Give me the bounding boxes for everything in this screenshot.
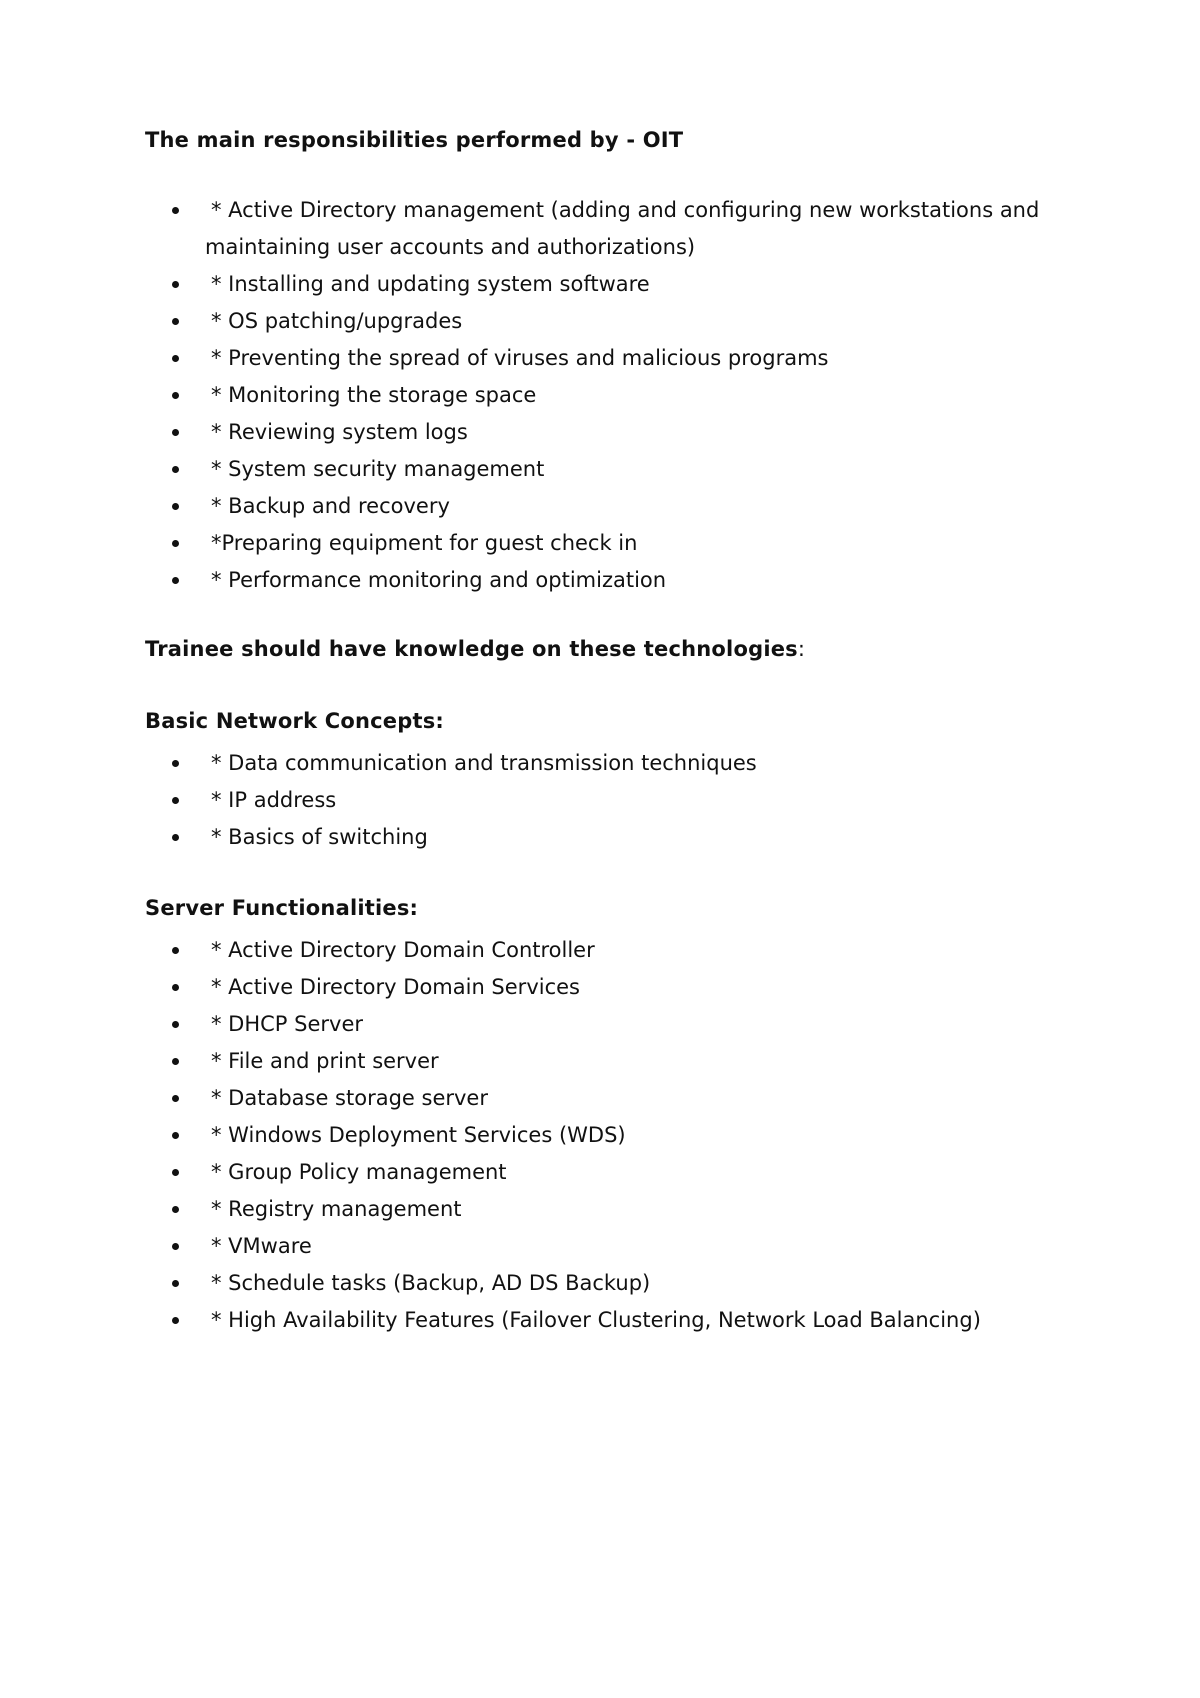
- list-item-text: * Schedule tasks (Backup, AD DS Backup): [211, 1271, 651, 1295]
- list-item-text: * File and print server: [211, 1049, 439, 1073]
- list-item-text: * Active Directory management (adding and configuring new workstations and: [211, 198, 1040, 222]
- list-item-text: * Active Directory Domain Controller: [211, 938, 595, 962]
- list-item-text: * High Availability Features (Failover Clustering, Network Load Balancing): [211, 1308, 981, 1332]
- bullet-icon: [172, 1280, 179, 1287]
- list-item: [145, 303, 1085, 340]
- list-item: [145, 451, 1085, 488]
- list-item: [145, 1302, 1085, 1339]
- trainee-knowledge-heading: [145, 635, 1085, 663]
- list-item-text: * Database storage server: [211, 1086, 488, 1110]
- bullet-icon: [172, 1132, 179, 1139]
- list-item-text: * Data communication and transmission techniques: [211, 751, 757, 775]
- heading-colon: :: [797, 637, 806, 661]
- bullet-icon: [172, 392, 179, 399]
- bullet-icon: [172, 1243, 179, 1250]
- list-item: [145, 1117, 1085, 1154]
- network-concepts-list: [145, 745, 1085, 856]
- list-item: [145, 745, 1085, 782]
- bullet-icon: [172, 834, 179, 841]
- list-item: [145, 562, 1085, 599]
- bullet-icon: [172, 947, 179, 954]
- list-item-text: * VMware: [211, 1234, 312, 1258]
- list-item: [145, 1265, 1085, 1302]
- bullet-icon: [172, 760, 179, 767]
- list-item: [145, 1228, 1085, 1265]
- bullet-icon: [172, 1095, 179, 1102]
- bullet-icon: [172, 984, 179, 991]
- list-item: [145, 1191, 1085, 1228]
- bullet-icon: [172, 1021, 179, 1028]
- list-item-text: * Windows Deployment Services (WDS): [211, 1123, 626, 1147]
- list-item-text: * OS patching/upgrades: [211, 309, 463, 333]
- list-item-text: * Monitoring the storage space: [211, 383, 537, 407]
- list-item-text: *Preparing equipment for guest check in: [211, 531, 638, 555]
- list-item: [145, 340, 1085, 377]
- bullet-icon: [172, 1317, 179, 1324]
- list-item: [145, 414, 1085, 451]
- list-item: [145, 1006, 1085, 1043]
- bullet-icon: [172, 281, 179, 288]
- list-item: [145, 1154, 1085, 1191]
- responsibilities-list: [145, 192, 1085, 599]
- responsibilities-heading: The main responsibilities performed by - OIT: [145, 128, 684, 152]
- list-item: [145, 969, 1085, 1006]
- bullet-icon: [172, 1206, 179, 1213]
- list-item: [145, 932, 1085, 969]
- list-item-text: * Group Policy management: [211, 1160, 507, 1184]
- bullet-icon: [172, 797, 179, 804]
- bullet-icon: [172, 318, 179, 325]
- bullet-icon: [172, 207, 179, 214]
- server-functionalities-list: [145, 932, 1085, 1339]
- basic-network-concepts-heading: Basic Network Concepts:: [145, 709, 444, 733]
- list-item-text-continued: maintaining user accounts and authorizations): [205, 235, 696, 259]
- server-functionalities-heading: Server Functionalities:: [145, 896, 419, 920]
- bullet-icon: [172, 355, 179, 362]
- list-item-text: * Backup and recovery: [211, 494, 450, 518]
- list-item-text: * System security management: [211, 457, 545, 481]
- bullet-icon: [172, 1058, 179, 1065]
- list-item-text: * DHCP Server: [211, 1012, 364, 1036]
- list-item-text: * Active Directory Domain Services: [211, 975, 580, 999]
- list-item: [145, 1043, 1085, 1080]
- list-item: [145, 782, 1085, 819]
- list-item-text: * Reviewing system logs: [211, 420, 468, 444]
- list-item-text: * Performance monitoring and optimization: [211, 568, 667, 592]
- bullet-icon: [172, 540, 179, 547]
- bullet-icon: [172, 1169, 179, 1176]
- bullet-icon: [172, 503, 179, 510]
- list-item-text: * Registry management: [211, 1197, 462, 1221]
- list-item: [145, 488, 1085, 525]
- list-item: [145, 192, 1085, 266]
- list-item: [145, 266, 1085, 303]
- list-item-text: * Basics of switching: [211, 825, 428, 849]
- list-item: [145, 525, 1085, 562]
- list-item-text: * Preventing the spread of viruses and malicious programs: [211, 346, 829, 370]
- list-item: [145, 377, 1085, 414]
- bullet-icon: [172, 466, 179, 473]
- bullet-icon: [172, 577, 179, 584]
- list-item-text: * IP address: [211, 788, 337, 812]
- list-item: [145, 1080, 1085, 1117]
- trainee-knowledge-heading-text: Trainee should have knowledge on these technologies: [145, 637, 798, 661]
- list-item: [145, 819, 1085, 856]
- bullet-icon: [172, 429, 179, 436]
- document-content: [145, 126, 1085, 1339]
- list-item-text: * Installing and updating system software: [211, 272, 650, 296]
